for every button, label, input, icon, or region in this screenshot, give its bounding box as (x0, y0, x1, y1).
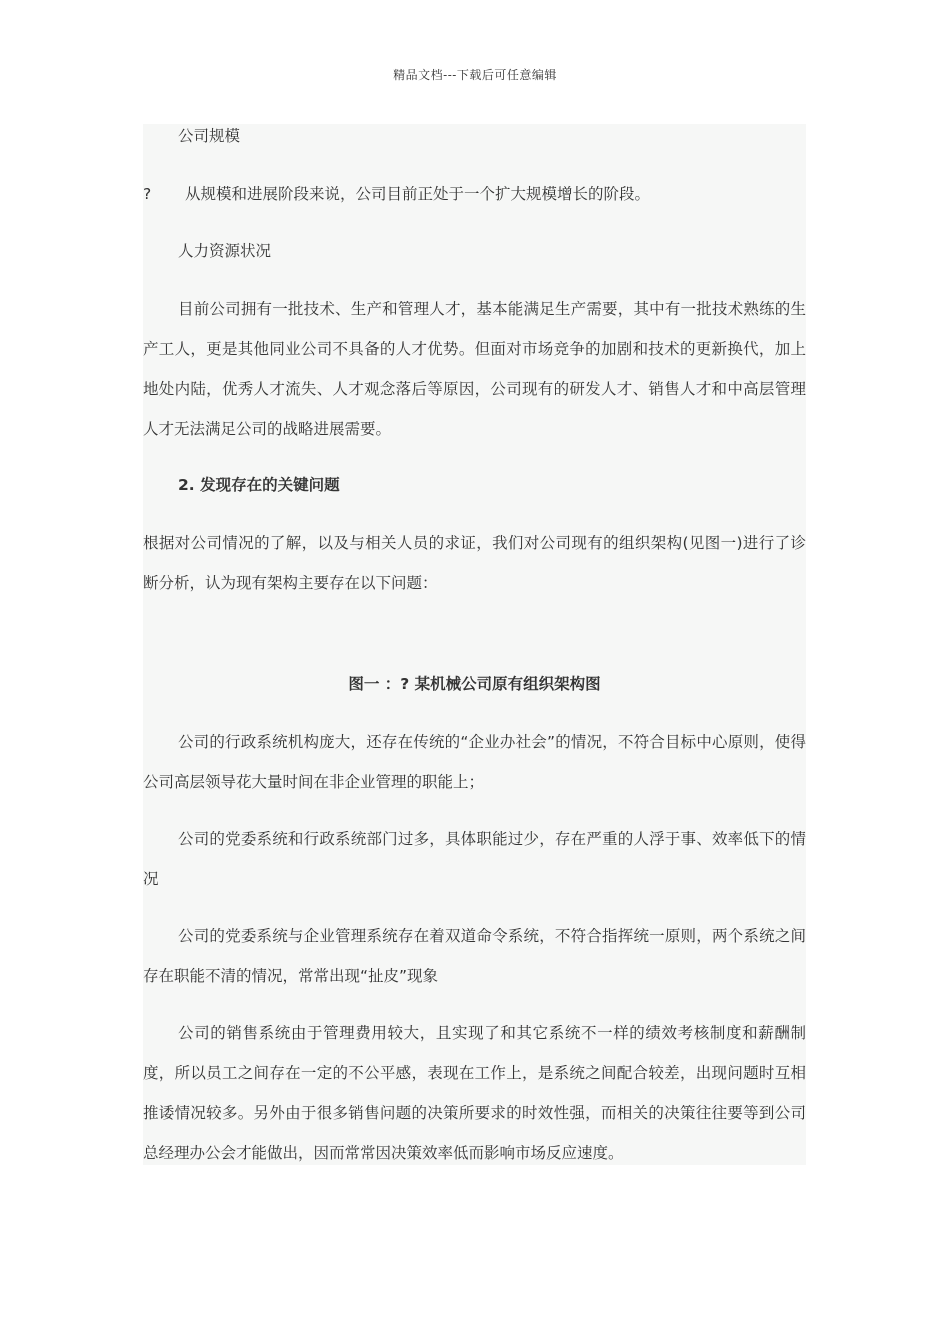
document-body (143, 124, 806, 1165)
bullet-marker: ? (143, 185, 152, 203)
bullet-text: 从规模和进展阶段来说，公司目前正处于一个扩大规模增长的阶段。 (185, 185, 651, 203)
bullet-item-company-scale (143, 174, 806, 214)
paragraph-issues-intro: 根据对公司情况的了解，以及与相关人员的求证，我们对公司现有的组织架构(见图一)进行了诊断分析，认为现有架构主要存在以下问题： (143, 534, 806, 592)
page-header: 精品文档---下载后可任意编辑 (393, 68, 557, 82)
paragraph-human-resources: 目前公司拥有一批技术、生产和管理人才，基本能满足生产需要，其中有一批技术熟练的生产工人，更是其他同业公司不具备的人才优势。但面对市场竞争的加剧和技术的更新换代，加上地处内陆，优秀人才流失、人才观念落后等原因，公司现有的研发人才、销售人才和中高层管理人才无法满足公司的战略进展需要。 (143, 300, 806, 438)
figure-caption: 图一 ：? 某机械公司原有组织架构图 (348, 675, 601, 693)
paragraph-problem-3: 公司的党委系统与企业管理系统存在着双道命令系统，不符合指挥统一原则，两个系统之间存在职能不清的情况，常常出现“扯皮”现象 (143, 927, 806, 985)
paragraph-problem-1: 公司的行政系统机构庞大，还存在传统的“企业办社会”的情况，不符合目标中心原则，使得公司高层领导花大量时间在非企业管理的职能上； (143, 733, 806, 791)
section-heading-company-scale: 公司规模 (178, 127, 241, 145)
section-heading-key-issues: 2. 发现存在的关键问题 (178, 476, 340, 494)
paragraph-problem-2: 公司的党委系统和行政系统部门过多，具体职能过少，存在严重的人浮于事、效率低下的情况 (143, 830, 806, 888)
section-heading-human-resources: 人力资源状况 (178, 242, 272, 260)
paragraph-problem-4: 公司的销售系统由于管理费用较大，且实现了和其它系统不一样的绩效考核制度和薪酬制度，所以员工之间存在一定的不公平感，表现在工作上，是系统之间配合较差，出现问题时互相推诿情况较多。另外由于很多销售问题的决策所要求的时效性强，而相关的决策往往要等到公司总经理办公会才能做出，因而常常因决策效率低而影响市场反应速度。 (143, 1024, 806, 1162)
